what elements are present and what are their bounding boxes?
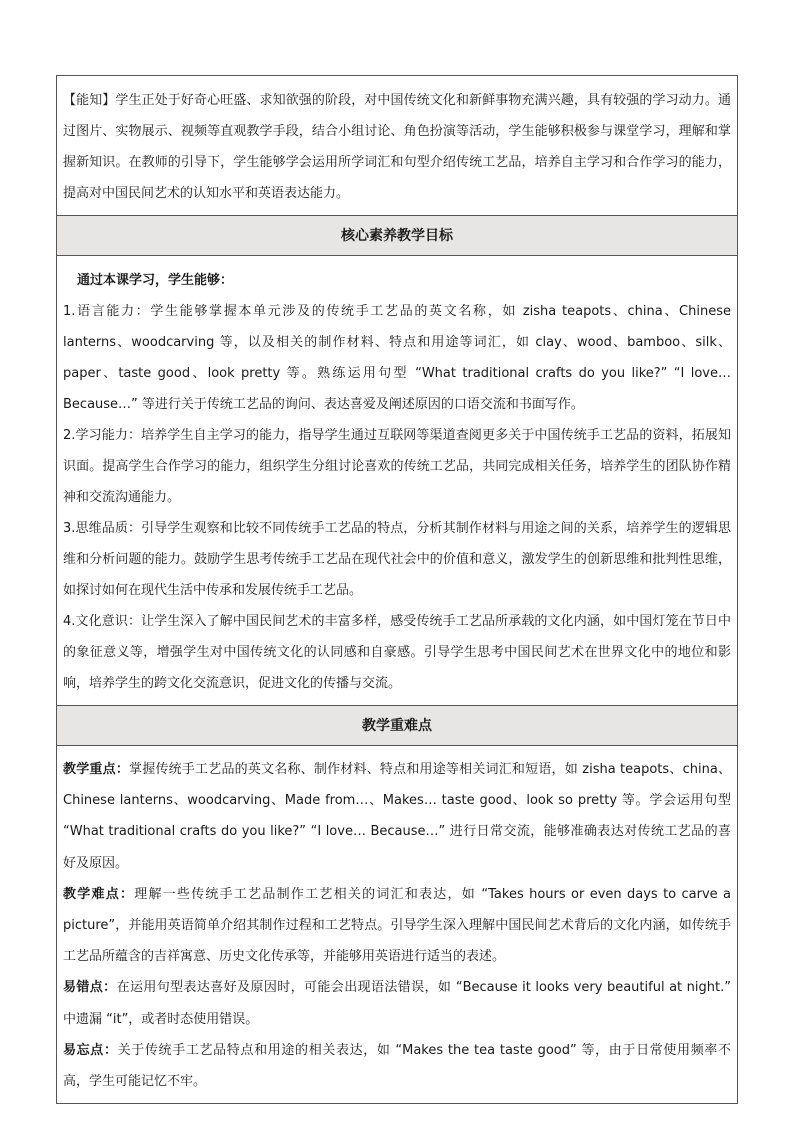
error-prone-text: 在运用句型表达喜好及原因时，可能会出现语法错误，如 “Because it looks very beautiful at night.” 中遗漏 “it”，或者时态使用错误。 xyxy=(63,980,731,1027)
difficulty-label: 教学难点： xyxy=(63,886,135,902)
key-point-label: 教学重点： xyxy=(63,762,130,777)
lesson-plan-table xyxy=(56,75,738,1104)
core-goal-item-learning: 2.学习能力：培养学生自主学习的能力，指导学生通过互联网等渠道查阅更多关于中国传统手工艺品的资料，拓展知识面。提高学生合作学习的能力，组织学生分组讨论喜欢的传统工艺品，共同完成相关任务，培养学生的团队协作精神和交流沟通能力。 xyxy=(63,428,731,505)
key-point-item xyxy=(63,754,731,879)
student-awareness-section xyxy=(57,76,737,216)
core-goal-item-culture: 4.文化意识：让学生深入了解中国民间艺术的丰富多样，感受传统手工艺品所承载的文化内涵，如中国灯笼在节日中的象征意义等，增强学生对中国传统文化的认同感和自豪感。引导学生思考中国民间艺术在世界文化中的地位和影响，培养学生的跨文化交流意识，促进文化的传播与交流。 xyxy=(63,614,731,691)
error-prone-item xyxy=(63,972,731,1034)
key-points-section xyxy=(57,746,737,1103)
easily-forgotten-text: 关于传统手工艺品特点和用途的相关表达，如 “Makes the tea taste good” 等，由于日常使用频率不高，学生可能记忆不牢。 xyxy=(63,1042,731,1090)
core-goal-item-thinking: 3.思维品质：引导学生观察和比较不同传统手工艺品的特点，分析其制作材料与用途之间的关系，培养学生的逻辑思维和分析问题的能力。鼓励学生思考传统手工艺品在现代社会中的价值和意义，激发学生的创新思维和批判性思维，如探讨如何在现代生活中传承和发展传统手工艺品。 xyxy=(63,521,731,598)
core-goals-heading: 核心素养教学目标 xyxy=(57,216,737,256)
error-prone-label: 易错点： xyxy=(63,980,117,996)
student-awareness-paragraph xyxy=(63,85,731,209)
difficulty-text: 理解一些传统手工艺品制作工艺相关的词汇和表达，如 “Takes hours or even days to carve a picture”，并能用英语简单介绍其制作过程和工艺特点。引导学生深入理解中国民间艺术背后的文化内涵，如传统手工艺品所蕴含的吉祥寓意、历史文化传承等，并能够用英语进行适当的表述。 xyxy=(63,886,731,965)
awareness-text: 学生正处于好奇心旺盛、求知欲强的阶段，对中国传统文化和新鲜事物充满兴趣，具有较强的学习动力。通过图片、实物展示、视频等直观教学手段，结合小组讨论、角色扮演等活动，学生能够积极参与课堂学习，理解和掌握新知识。在教师的引导下，学生能够学会运用所学词汇和句型介绍传统工艺品，培养自主学习和合作学习的能力，提高对中国民间艺术的认知水平和英语表达能力。 xyxy=(63,93,731,201)
core-goals-intro: 通过本课学习，学生能够： xyxy=(77,273,234,288)
core-goal-item-language: 1.语言能力：学生能够掌握本单元涉及的传统手工艺品的英文名称，如 zisha teapots、china、Chinese lanterns、woodcarving 等，以及相关的制作材料、特点和用途等词汇，如 clay、wood、bamboo、silk、paper、taste good、look pretty 等。熟练运用句型 “What traditional crafts do you like?” “I love… Because…” 等进行关于传统工艺品的询问、表达喜爱及阐述原因的口语交流和书面写作。 xyxy=(63,304,731,412)
core-goals-section xyxy=(57,256,737,706)
key-point-text: 掌握传统手工艺品的英文名称、制作材料、特点和用途等相关词汇和短语，如 zisha teapots、china、Chinese lanterns、woodcarving、Made from…、Makes… taste good、look so pretty 等。学会运用句型 “What traditional crafts do you like?” “I love… Because…” 进行日常交流，能够准确表达对传统工艺品的喜好及原因。 xyxy=(63,762,731,871)
key-points-heading: 教学重难点 xyxy=(57,706,737,746)
easily-forgotten-item xyxy=(63,1035,731,1097)
difficulty-item xyxy=(63,879,731,973)
awareness-label: 【能知】 xyxy=(63,93,116,108)
easily-forgotten-label: 易忘点： xyxy=(63,1042,118,1058)
